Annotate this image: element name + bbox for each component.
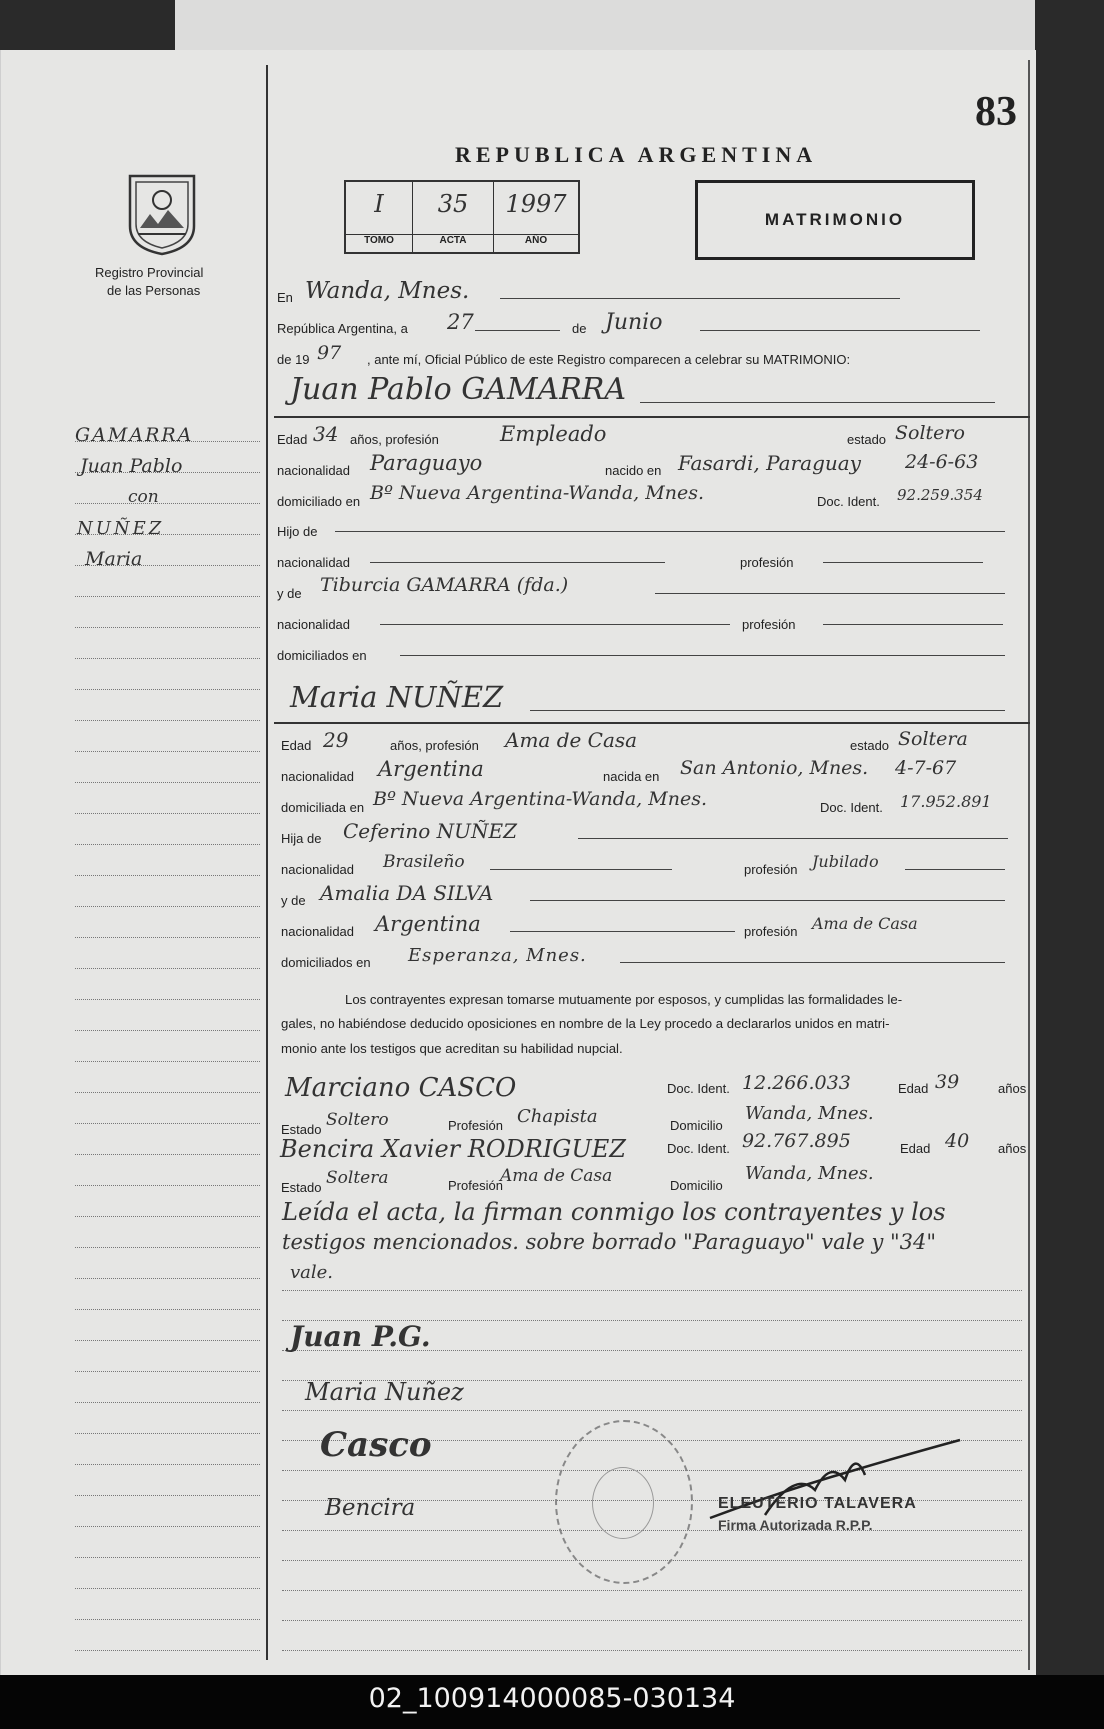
bride-edad-label: Edad [281,738,312,753]
bride-nac-label: nacionalidad [281,769,355,784]
bride-madre-prof: Ama de Casa [812,914,918,933]
ante-text: , ante mí, Oficial Público de este Registro comparecen a celebrar su MATRIMONIO: [367,352,851,367]
witness1-doc: 12.266.033 [742,1072,851,1094]
groom-nacionalidad: Paraguayo [370,451,483,475]
groom-doc: 92.259.354 [897,486,983,504]
republica-label: República Argentina, a [277,321,408,336]
ano-value: 1997 [505,190,567,218]
groom-doc-label: Doc. Ident. [817,494,880,509]
acta-value: 35 [437,190,469,218]
groom-nacido: Fasardi, Paraguay [678,451,861,475]
bride-padre: Ceferino NUÑEZ [343,819,517,843]
registry-name-line2: de las Personas [107,283,201,298]
ano-label: AÑO [494,234,578,252]
bride-madre-prof-label: profesión [744,924,798,939]
groom-name: Juan Pablo GAMARRA [290,372,627,407]
witness2-anos-label: años [998,1141,1027,1156]
groom-domicilio: Bº Nueva Argentina-Wanda, Mnes. [370,482,704,504]
witness2-domicilio: Wanda, Mnes. [745,1163,874,1184]
provincial-seal-icon [124,170,200,261]
bride-padre-nac-label: nacionalidad [281,862,355,877]
bride-anos-profesion-label: años, profesión [390,738,479,753]
official-stamp [555,1420,693,1584]
signature-witness2: Bencira [325,1495,416,1521]
official-name: ELEUTERIO TALAVERA [718,1495,917,1512]
groom-nacido-label: nacido en [605,463,662,478]
closing-line1: Leída el acta, la firman conmigo los contrayentes y los [282,1198,946,1226]
margin-surname2: NUÑEZ [77,518,165,539]
groom-fecha-nac: 24-6-63 [905,451,979,473]
groom-domiciliado-label: domiciliado en [277,494,361,509]
groom-profesion: Empleado [500,422,607,446]
year-suffix: 97 [317,342,342,364]
acta-label: ACTA [413,234,493,252]
month-value: Junio [605,310,663,335]
tomo-value: I [374,190,384,218]
witness1-doc-label: Doc. Ident. [667,1081,730,1096]
bride-yde-label: y de [281,893,306,908]
signature-groom: Juan P.G. [290,1320,431,1353]
bride-madre: Amalia DA SILVA [320,881,494,905]
country-title: REPUBLICA ARGENTINA [455,142,818,167]
bride-profesion: Ama de Casa [505,728,638,752]
witness2-doc-label: Doc. Ident. [667,1141,730,1156]
groom-madre: Tiburcia GAMARRA (fda.) [320,574,569,596]
registry-number-box [344,180,580,254]
witness1-profesion-label: Profesión [448,1118,503,1133]
groom-yde-label: y de [277,586,302,601]
bride-padre-prof: Jubilado [812,852,879,871]
de-label: de [572,321,587,336]
groom-edad: 34 [313,422,339,446]
bride-padre-prof-label: profesión [744,862,798,877]
margin-surname1: GAMARRA [75,424,194,446]
declaration-line1: Los contrayentes expresan tomarse mutuamente por esposos, y cumplidas las formalidades le- [345,992,903,1007]
witness2-estado-label: Estado [281,1180,322,1195]
place-value: Wanda, Mnes. [305,278,470,304]
groom-domiciliados-label: domiciliados en [277,648,367,663]
witness2-doc: 92.767.895 [742,1130,851,1152]
registry-name-line1: Registro Provincial [95,265,204,280]
witness1-name: Marciano CASCO [285,1073,517,1103]
groom-padre-nac-label: nacionalidad [277,555,351,570]
signature-witness1: Casco [320,1425,432,1465]
bride-nacionalidad: Argentina [378,757,484,781]
record-type-box [695,180,975,260]
en-label: En [277,290,293,305]
witness1-estado-label: Estado [281,1122,322,1137]
signature-bride: Maria Nuñez [305,1378,464,1406]
groom-anos-profesion-label: años, profesión [350,432,439,447]
bride-hija-label: Hija de [281,831,322,846]
de-year-label: de 19 [277,352,310,367]
record-type: MATRIMONIO [764,210,906,229]
bride-nacida: San Antonio, Mnes. [680,757,869,779]
tomo-label: TOMO [346,234,412,252]
declaration-line2: gales, no habiéndose deducido oposiciones en nombre de la Ley procedo a declararlos unidos en matri- [281,1016,890,1031]
closing-line2: testigos mencionados. sobre borrado "Paraguayo" vale y "34" [282,1230,937,1254]
margin-rule [266,65,268,1660]
witness1-domicilio: Wanda, Mnes. [745,1103,874,1124]
bride-padre-nac: Brasileño [383,852,465,872]
margin-given2: Maria [85,548,143,570]
right-edge-rule [1028,60,1030,1670]
bride-doc: 17.952.891 [900,792,992,811]
bride-domiciliada-label: domiciliada en [281,800,365,815]
bride-madre-nac-label: nacionalidad [281,924,355,939]
page-number: 83 [975,89,1017,135]
groom-padre-prof-label: profesión [740,555,794,570]
groom-edad-label: Edad [277,432,308,447]
witness2-profesion: Ama de Casa [500,1166,613,1186]
bride-estado: Soltera [898,728,968,750]
bride-madre-nac: Argentina [375,912,481,936]
witness2-edad: 40 [945,1130,970,1152]
margin-given1: Juan Pablo [80,455,183,477]
groom-estado-label: estado [847,432,887,447]
witness1-domicilio-label: Domicilio [670,1118,723,1133]
witness1-estado: Soltero [326,1110,389,1130]
official-title: Firma Autorizada R.P.P. [718,1517,873,1533]
day-value: 27 [447,310,474,334]
bride-domiciliados: Esperanza, Mnes. [408,945,587,966]
witness2-edad-label: Edad [900,1141,931,1156]
bride-name: Maria NUÑEZ [290,680,504,714]
declaration-line3: monio ante los testigos que acreditan su habilidad nupcial. [281,1041,623,1056]
bride-estado-label: estado [850,738,890,753]
groom-nac-label: nacionalidad [277,463,351,478]
closing-line3: vale. [290,1262,334,1283]
bride-edad: 29 [323,728,349,752]
groom-madre-prof-label: profesión [742,617,796,632]
witness1-edad-label: Edad [898,1081,929,1096]
groom-estado: Soltero [895,422,965,444]
witness2-domicilio-label: Domicilio [670,1178,723,1193]
witness1-edad: 39 [935,1071,960,1093]
witness2-estado: Soltera [326,1168,389,1188]
witness2-profesion-label: Profesión [448,1178,503,1193]
bride-domiciliados-label: domiciliados en [281,955,371,970]
witness1-anos-label: años [998,1081,1027,1096]
margin-con: con [128,487,159,507]
bride-domicilio: Bº Nueva Argentina-Wanda, Mnes. [373,788,707,810]
groom-madre-nac-label: nacionalidad [277,617,351,632]
underlying-page-edge [175,0,1035,50]
bride-nacida-label: nacida en [603,769,660,784]
witness1-profesion: Chapista [517,1106,598,1127]
scan-identifier: 02_100914000085-030134 [368,1683,736,1714]
bride-fecha-nac: 4-7-67 [895,757,957,779]
groom-hijo-label: Hijo de [277,524,318,539]
witness2-name: Bencira Xavier RODRIGUEZ [280,1135,626,1163]
bride-doc-label: Doc. Ident. [820,800,883,815]
